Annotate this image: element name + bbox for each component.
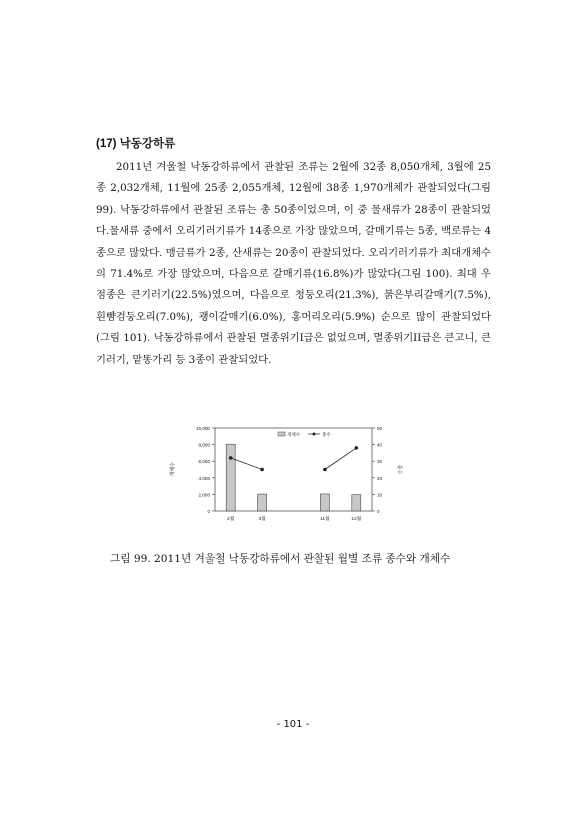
species-point-3월 [260, 468, 264, 472]
y2-axis-label: 종수 [396, 464, 402, 475]
y-tick-label: 2,000 [198, 492, 210, 498]
figure-99-chart [160, 418, 420, 543]
legend-line-label: 종수 [322, 432, 331, 437]
section-number: (17) [96, 138, 117, 150]
bar-12월 [352, 495, 361, 511]
x-tick-label: 11월 [320, 517, 330, 522]
body-paragraph-block [96, 157, 491, 371]
y2-tick-label: 0 [377, 509, 380, 514]
species-point-11월 [323, 468, 327, 472]
page-number: - 101 - [276, 719, 310, 730]
y2-tick-label: 50 [377, 426, 383, 431]
x-tick-label: 12월 [351, 517, 362, 522]
y2-tick-label: 20 [377, 475, 383, 481]
plot-area [169, 426, 403, 522]
section-heading [96, 135, 175, 151]
section-title: 낙동강하류 [119, 138, 176, 150]
x-tick-label: 2월 [227, 517, 235, 522]
y-axis-label: 개체수 [170, 462, 176, 477]
y-tick-label: 10,000 [195, 426, 210, 431]
y-tick-label: 8,000 [198, 442, 210, 448]
y2-tick-label: 40 [377, 442, 383, 448]
species-line-segment [325, 448, 356, 470]
y-tick-label: 6,000 [198, 459, 210, 465]
bar-3월 [258, 494, 267, 511]
y2-tick-label: 10 [377, 492, 383, 498]
plot-frame [215, 428, 372, 511]
body-paragraph: 2011년 겨울철 낙동강하류에서 관찰된 조류는 2월에 32종 8,050개체, 3월에 25종 2,032개체, 11월에 25종 2,055개체, 12월에 38종 1,970개체가 관찰되었다(그림 99). 낙동강하류에서 관찰된 조류는 총 50종이었으며, 이 중 물새류가 28종이 관찰되었다.물새류 중에서 오리기러기류가 14종으로 가장 많았으며, 갈매기류는 5종, 백로류는 4종으로 많았다. 맹금류가 2종, 산새류는 20종이 관찰되었다. 오리기러기류가 최대개체수의 71.4%로 가장 많았으며, 다음으로 갈매기류(16.8%)가 많았다(그림 100). 최대 우점종은 큰기러기(22.5%)였으며, 다음으로 청둥오리(21.3%), 붉은부리갈매기(7.5%), 흰뺨검둥오리(7.0%), 괭이갈매기(6.0%), 홍머리오리(5.9%) 순으로 많이 관찰되었다(그림 101). 낙동강하류에서 관찰된 멸종위기I급은 없었으며, 멸종위기II급은 큰고니, 큰기러기, 맡똥가리 등 3종이 관찰되었다. [96, 161, 491, 366]
bar-2월 [226, 444, 235, 511]
bar-11월 [320, 494, 329, 511]
legend-line-marker [313, 433, 316, 436]
species-point-12월 [355, 446, 359, 450]
legend-bar-label: 개체수 [287, 432, 301, 437]
y2-tick-label: 30 [377, 459, 383, 465]
y-tick-label: 0 [207, 509, 210, 514]
species-point-2월 [229, 456, 233, 460]
y-tick-label: 4,000 [198, 475, 210, 481]
legend-bar-swatch [278, 432, 285, 436]
x-tick-label: 3월 [258, 517, 266, 522]
figure-caption: 그림 99. 2011년 겨울철 낙동강하류에서 관찰된 월별 조류 종수와 개체수 [110, 553, 451, 565]
